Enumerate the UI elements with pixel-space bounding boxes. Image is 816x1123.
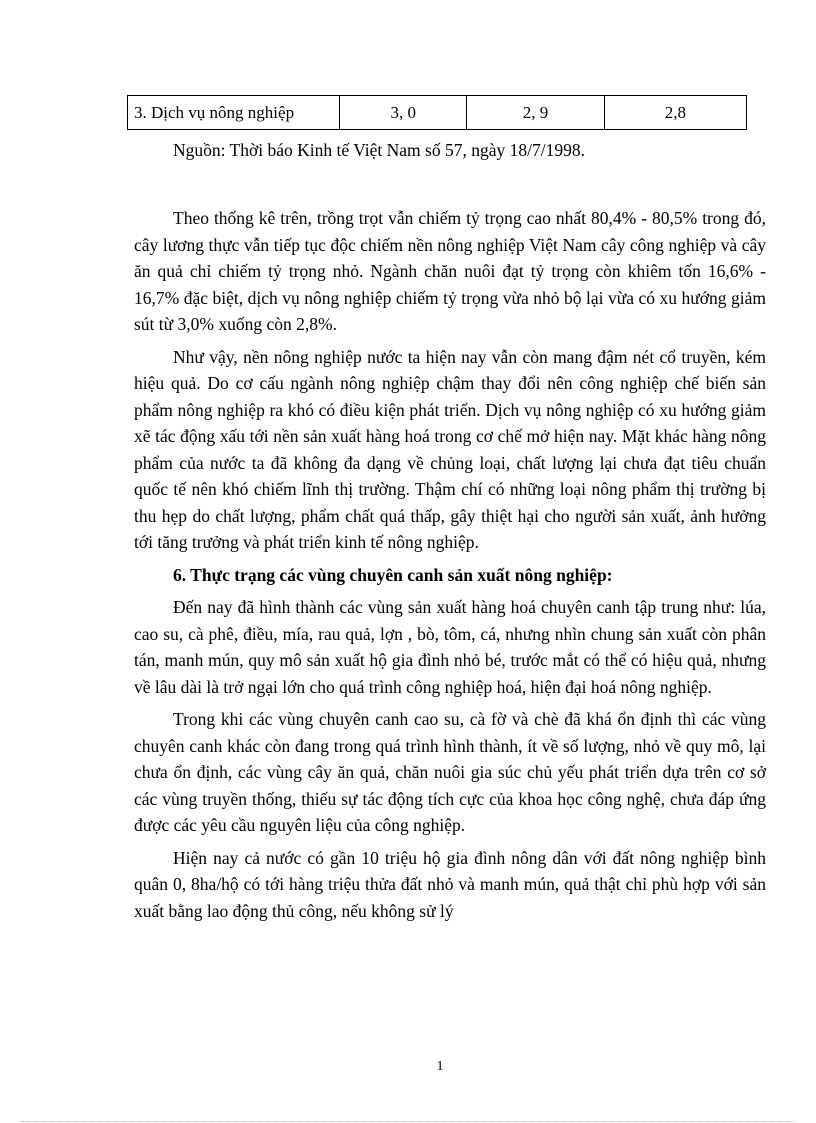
table-row xyxy=(128,96,747,130)
paragraph: Trong khi các vùng chuyên canh cao su, cà fờ và chè đã khá ổn định thì các vùng chuyên canh khác còn đang trong quá trình hình thành, ít về số lượng, nhỏ về quy mô, lại chưa ổn định, các vùng cây ăn quả, chăn nuôi gia súc chủ yếu phát triển dựa trên cơ sở các vùng truyền thống, thiếu sự tác động tích cực của khoa học công nghệ, chưa đáp ứng được các yêu cầu nguyên liệu của công nghiệp. xyxy=(134,709,766,835)
paragraph: Như vậy, nền nông nghiệp nước ta hiện nay vẫn còn mang đậm nét cổ truyền, kém hiệu quả. Do cơ cấu ngành nông nghiệp chậm thay đổi nên công nghiệp chế biến sản phẩm nông nghiệp ra khó có điều kiện phát triển. Dịch vụ nông nghiệp có xu hướng giảm xẽ tác động xấu tới nền sản xuất hàng hoá trong cơ chế mở hiện nay. Mặt khác hàng nông phẩm của nước ta đã không đa dạng về chủng loại, chất lượng lại chưa đạt tiêu chuẩn quốc tế nên khó chiếm lĩnh thị trường. Thậm chí có những loại nông phẩm thị trường bị thu hẹp do chất lượng, phẩm chất quá thấp, gây thiệt hại cho người sản xuất, ảnh hưởng tới tăng trưởng và phát triển kinh tế nông nghiệp. xyxy=(134,346,766,552)
body-text xyxy=(134,205,766,930)
page-number: 1 xyxy=(436,1059,444,1074)
source-citation: Nguồn: Thời báo Kinh tế Việt Nam số 57, ngày 18/7/1998. xyxy=(173,140,585,160)
paragraph: Theo thống kê trên, trồng trọt vẫn chiếm tỷ trọng cao nhất 80,4% - 80,5% trong đó, cây lương thực vẫn tiếp tục độc chiếm nền nông nghiệp Việt Nam cây công nghiệp và cây ăn quả chỉ chiếm tỷ trọng nhỏ. Ngành chăn nuôi đạt tỷ trọng còn khiêm tốn 16,6% - 16,7% đặc biệt, dịch vụ nông nghiệp chiếm tỷ trọng vừa nhỏ bộ lại vừa có xu hướng giảm sút từ 3,0% xuống còn 2,8%. xyxy=(134,208,766,334)
value-cell: 2, 9 xyxy=(467,96,604,130)
page-divider xyxy=(20,1121,796,1122)
row-label-cell: 3. Dịch vụ nông nghiệp xyxy=(128,96,340,130)
value-cell: 2,8 xyxy=(604,96,746,130)
paragraph: Hiện nay cả nước có gần 10 triệu hộ gia đình nông dân với đất nông nghiệp bình quân 0, 8ha/hộ có tới hàng triệu thửa đất nhỏ và manh mún, quả thật chỉ phù hợp với sản xuất bằng lao động thủ công, nếu không sử lý xyxy=(134,847,766,921)
data-table xyxy=(127,95,747,130)
value-cell: 3, 0 xyxy=(340,96,467,130)
section-heading: 6. Thực trạng các vùng chuyên canh sản xuất nông nghiệp: xyxy=(173,564,613,585)
paragraph: Đến nay đã hình thành các vùng sản xuất hàng hoá chuyên canh tập trung như: lúa, cao su, cà phê, điều, mía, rau quả, lợn , bò, tôm, cá, nhưng nhìn chung sản xuất còn phân tán, manh mún, quy mô sản xuất hộ gia đình nhỏ bé, trước mắt có thể có hiệu quả, nhưng về lâu dài là trở ngại lớn cho quá trình công nghiệp hoá, hiện đại hoá nông nghiệp. xyxy=(134,597,766,697)
